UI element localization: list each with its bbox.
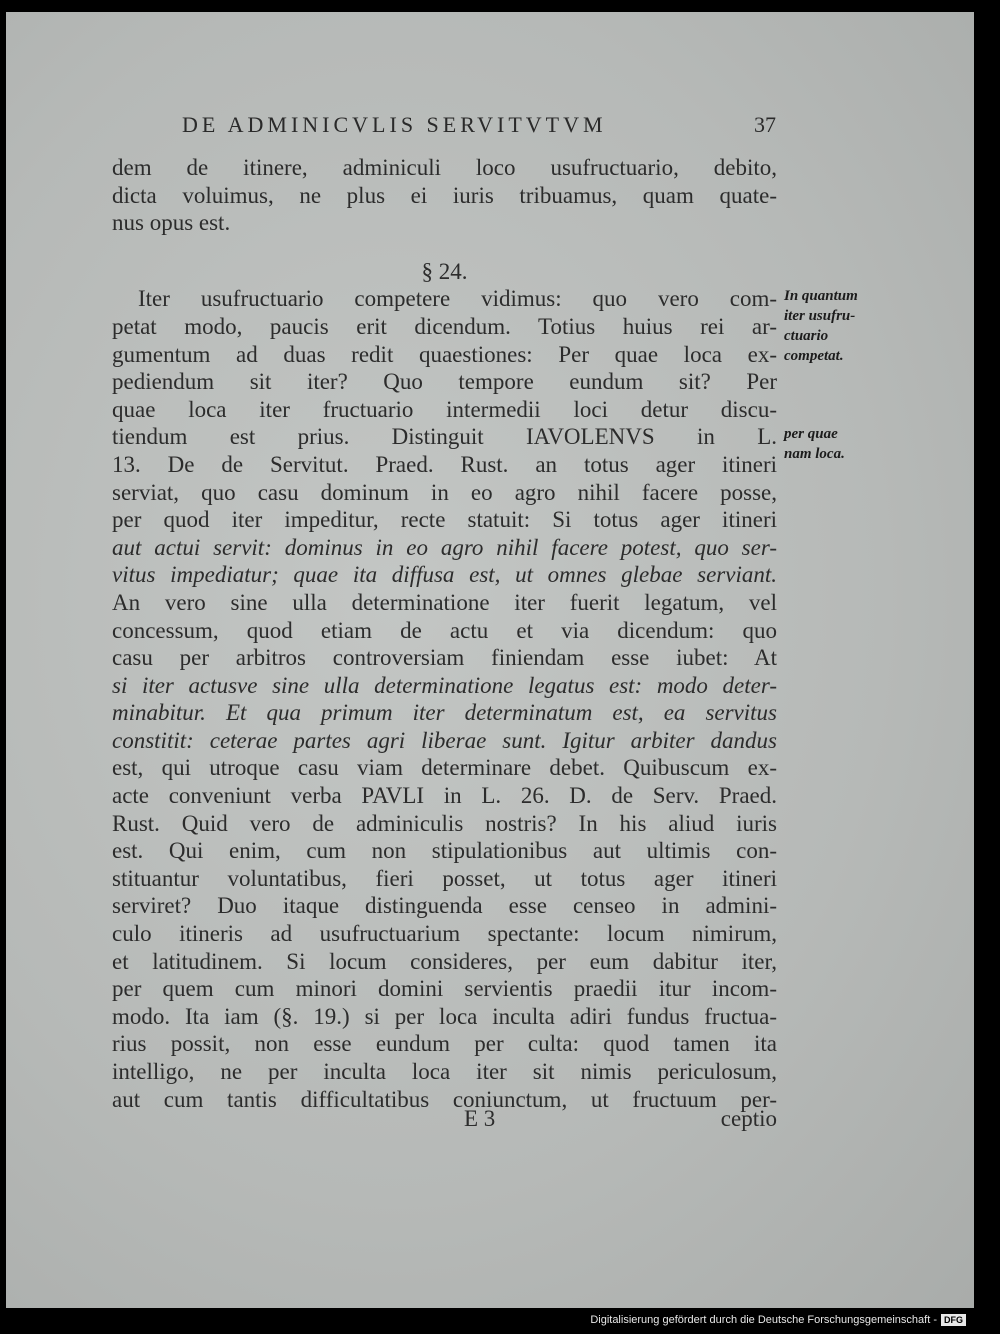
quote-line: vitus impediatur; quae ita diffusa est, ut omnes glebae serviant. — [112, 562, 777, 588]
text-line: Rust. Quid vero de adminiculis nostris? In his aliud iuris — [112, 810, 777, 836]
page-number: 37 — [754, 112, 776, 137]
text-line: culo itineris ad usufructuarium spectante: locum nimirum, — [112, 921, 777, 947]
margin-line: ctuario — [784, 328, 829, 344]
running-header — [182, 112, 782, 138]
margin-line: nam loca. — [784, 446, 845, 462]
text-line: concessum, quod etiam de actu et via dicendum: quo — [112, 617, 777, 643]
text-line: pediendum sit iter? Quo tempore eundum sit? Per — [112, 369, 777, 395]
text-line: petat modo, paucis erit dicendum. Totius huius rei ar- — [112, 313, 777, 339]
text-line: et latitudinem. Si locum consideres, per eum dabitur iter, — [112, 948, 777, 974]
text-line: An vero sine ulla determinatione iter fuerit legatum, vel — [112, 589, 777, 615]
margin-line: iter usufru- — [784, 308, 856, 324]
quote-line: constitit: ceterae partes agri liberae sunt. Igitur arbiter dandus — [112, 727, 777, 753]
section-heading: § 24. — [421, 258, 468, 284]
quote-line: aut actui servit: dominus in eo agro nihil facere potest, quo ser- — [112, 534, 777, 560]
credit-text: Digitalisierung gefördert durch die Deutsche Forschungsgemeinschaft - — [590, 1314, 937, 1326]
text-line: aut cum tantis difficultatibus coniunctum, ut fructuum per- — [112, 1086, 777, 1112]
text-line: modo. Ita iam (§. 19.) si per loca inculta adiri fundus fructua- — [112, 1003, 777, 1029]
text-line: per quod iter impeditur, recte statuit: Si totus ager itineri — [112, 507, 777, 533]
text-line: acte conveniunt verba PAVLI in L. 26. D. de Serv. Praed. — [112, 783, 777, 809]
text-line: rius possit, non esse eundum per culta: quod tamen ita — [112, 1031, 777, 1057]
text-line: est. Qui enim, cum non stipulationibus aut ultimis con- — [112, 838, 777, 864]
catchword: ceptio — [720, 1106, 777, 1131]
text-line: stituantur voluntatibus, fieri posset, ut totus ager itineri — [112, 865, 777, 891]
text-line: serviret? Duo itaque distinguenda esse censeo in admini- — [112, 893, 777, 919]
quote-line: minabitur. Et qua primum iter determinatum est, ea servitus — [112, 700, 777, 726]
dfg-logo: DFG — [941, 1314, 966, 1326]
text-line: est, qui utroque casu viam determinare debet. Quibuscum ex- — [112, 755, 777, 781]
margin-note-2 — [784, 424, 894, 464]
margin-line: In quantum — [784, 288, 858, 304]
margin-note-1 — [784, 286, 894, 366]
margin-line: per quae — [784, 426, 838, 442]
text-line: tiendum est prius. Distinguit IAVOLENVS in L. — [112, 424, 777, 450]
quote-line: si iter actusve sine ulla determinatione legatus est: modo deter- — [112, 672, 777, 698]
text-line: dicta voluimus, ne plus ei iuris tribuamus, quam quate- — [112, 182, 777, 208]
text-line: intelligo, ne per inculta loca iter sit nimis periculosum, — [112, 1059, 777, 1084]
running-title: DE ADMINICVLIS SERVITVTVM — [182, 112, 607, 137]
text-line: dem de itinere, adminiculi loco usufructuario, debito, — [112, 155, 777, 180]
signature-mark: E 3 — [464, 1106, 496, 1131]
margin-line: competat. — [784, 348, 844, 364]
text-line: casu per arbitros controversiam finiendam esse iubet: At — [112, 645, 777, 671]
text-line: per quem cum minori domini servientis praedii itur incom- — [112, 976, 777, 1002]
text-line: 13. De de Servitut. Praed. Rust. an totus ager itineri — [112, 451, 777, 477]
main-text — [112, 154, 777, 1113]
text-line: nus opus est. — [112, 210, 231, 236]
text-line: Iter usufructuario competere vidimus: quo vero com- — [138, 286, 777, 312]
text-line: quae loca iter fructuario intermedii loci detur discu- — [112, 396, 777, 422]
digitization-credit — [590, 1314, 966, 1326]
text-line: serviat, quo casu dominum in eo agro nihil facere posse, — [112, 479, 777, 505]
page-foot — [112, 1106, 777, 1136]
text-line: gumentum ad duas redit quaestiones: Per quae loca ex- — [112, 341, 777, 367]
